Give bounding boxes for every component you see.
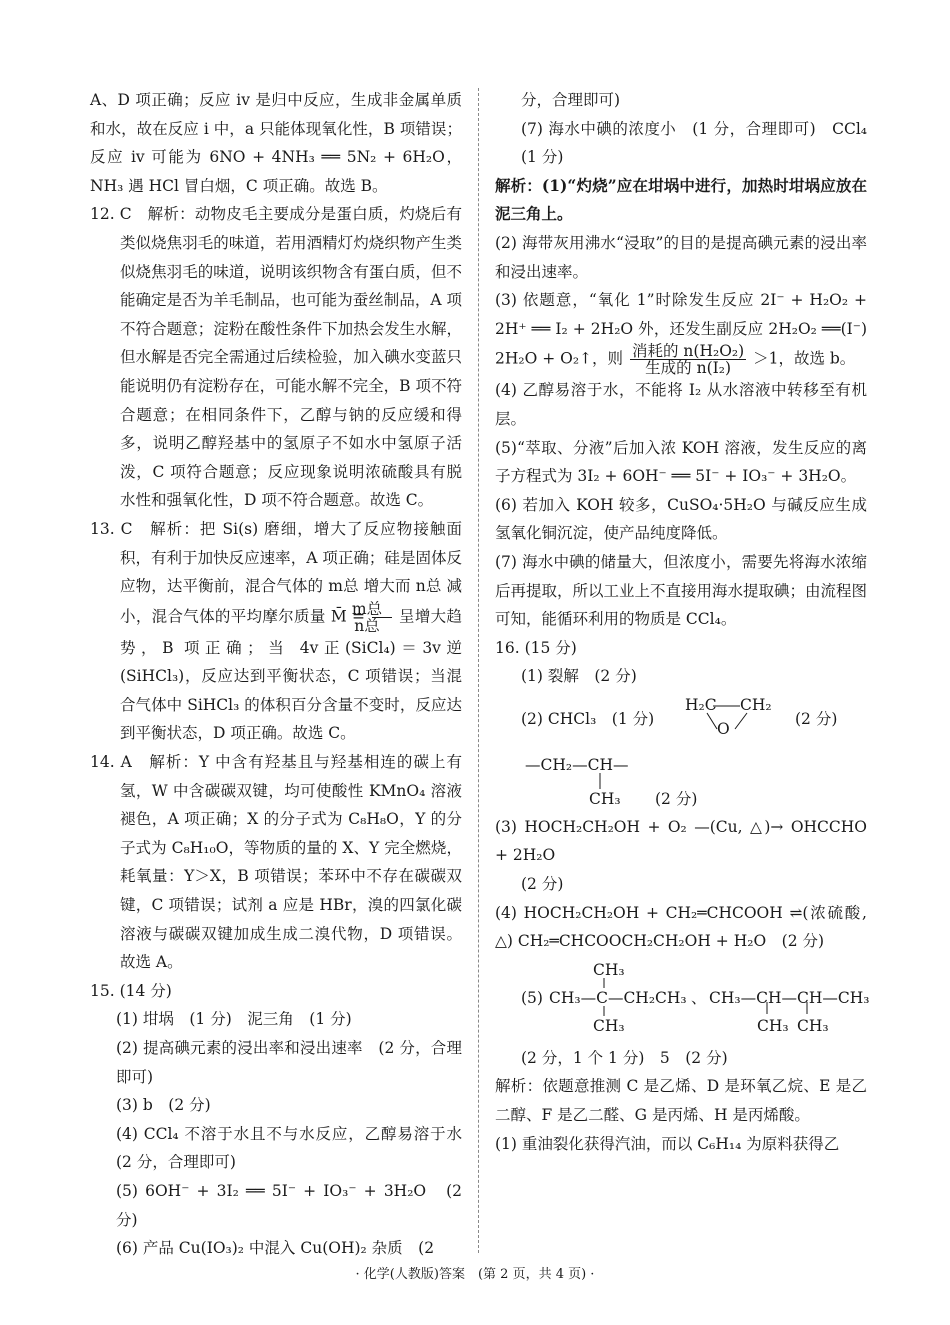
epoxide-oxygen-label: O	[717, 719, 730, 738]
epoxide-ring-bonds	[683, 691, 773, 741]
q15-heading: 15. (14 分)	[90, 981, 172, 1000]
q15-exp3-text-a: (3) 依题意，“氧化 1”时除发生反应 2I⁻ + H₂O₂ + 2H⁺ ══ I₂ + 2H₂O 外，还发生副反应 2H₂O₂ ══(I⁻) 2H₂O + O₂↑，则	[495, 291, 867, 368]
page-footer: · 化学(人教版)答案 (第 2 页，共 4 页) ·	[355, 1267, 595, 1282]
q13-frac-numerator: m总	[372, 601, 392, 618]
q15-explanation-3	[495, 286, 867, 376]
isomer1-top-methyl: CH₃	[593, 960, 625, 979]
q15-explanation-1	[495, 172, 867, 229]
q15-exp3-fraction	[630, 343, 746, 376]
q15-part7: (7) 海水中碘的浓度小 (1 分，合理即可) CCl₄ (1 分)	[521, 119, 883, 167]
q15-part6-continuation: 分，合理即可)	[521, 91, 621, 109]
isomer2-vertical-bonds	[757, 1002, 817, 1016]
q16-part5-label: (5)	[521, 988, 543, 1007]
q12-answer: 12. C 解析：动物皮毛主要成分是蛋白质，灼烧后有类似烧焦羽毛的味道，若用酒精灯灼烧织物产生类似烧焦羽毛的味道，说明该织物含有蛋白质，但不能确定是否为羊毛制品，也可能为蚕丝制品，A 项不符合题意；淀粉在酸性条件下加热会发生水解，但水解是否完全需通过后续检验，加入碘水变蓝只能说明仍有淀粉存在，可能水解不完全，B 项不符合题意；在相同条件下，乙醇与钠的反应缓和得多，说明乙醇羟基中的氢原子不如水中氢原子活泼，C 项符合题意；反应现象说明浓硫酸具有脱水性和强氧化性，D 项不符合题意。故选 C。	[90, 205, 462, 510]
q13-answer	[90, 515, 462, 748]
isomer2-methyl-b: CH₃	[797, 1016, 829, 1035]
isomer-separator: 、	[691, 988, 707, 1007]
q15-part1: (1) 坩埚 (1 分) 泥三角 (1 分)	[116, 1010, 352, 1029]
q11-continuation: A、D 项正确；反应 iv 是归中反应，生成非金属单质和水，故在反应 i 中，a 只能体现氧化性，B 项错误；反应 iv 可能为 6NO + 4NH₃ ══ 5N₂ + 6H₂O，NH₃ 遇 HCl 冒白烟，C 项正确。故选 B。	[90, 91, 462, 195]
q13-text-b: 呈增大趋势，B 项正确；当 4v正(SiCl₄)＝3v逆(SiHCl₃)，反应达到平衡状态，C 项错误；当混合气体中 SiHCl₃ 的体积百分含量不变时，反应达到平衡状态，D 项正确。故选 C。	[120, 607, 462, 743]
epoxide-ch2-label: CH₂	[740, 695, 772, 714]
polymer-chain: —CH₂—CH—	[525, 755, 629, 774]
q15-exp3-text-b: ＞1，故选 b。	[753, 349, 856, 368]
right-column	[495, 86, 883, 1158]
q15-part3: (3) b (2 分)	[116, 1096, 211, 1115]
q15-exp3-numerator: 消耗的 n(H₂O₂)	[632, 342, 745, 361]
q16-explanation-1: (1) 重油裂化获得汽油，而以 C₆H₁₄ 为原料获得乙	[495, 1134, 840, 1153]
q16-heading: 16. (15 分)	[495, 638, 577, 657]
q15-exp3-denominator: 生成的 n(I₂)	[645, 359, 731, 378]
isomer2-main-chain: CH₃—CH—CH—CH₃	[709, 988, 870, 1007]
column-divider	[478, 88, 479, 1253]
q16-part1: (1) 裂解 (2 分)	[521, 667, 637, 686]
polymer-score: (2 分)	[655, 789, 698, 808]
polymer-methyl: CH₃	[589, 789, 621, 808]
q16-part2-text: (2) CHCl₃ (1 分)	[521, 709, 655, 728]
q16-explanation: 解析：依题意推测 C 是乙烯、D 是环氧乙烷、E 是乙二醇、F 是乙二醛、G 是丙烯、H 是丙烯酸。	[495, 1077, 867, 1125]
q15-explanation-7: (7) 海水中碘的储量大，但浓度小，需要先将海水浓缩后再提取，所以工业上不直接用海水提取碘；由流程图可知，能循环利用的物质是 CCl₄。	[495, 552, 868, 629]
q14-answer: 14. A 解析：Y 中含有羟基且与羟基相连的碳上有氢，W 中含碳碳双键，均可使酸性 KMnO₄ 溶液褪色，A 项正确；X 的分子式为 C₈H₈O，Y 的分子式为 C₈H₁₀O，等物质的量的 X、Y 完全燃烧，耗氧量：Y＞X，B 项错误；苯环中不存在碳碳双键，C 项错误；试剂 a 应是 HBr，溴的四氯化碳溶液与碳碳双键加成生成二溴代物，D 项错误。故选 A。	[90, 753, 462, 972]
q13-text-a: 13. C 解析：把 Si(s) 磨细，增大了反应物接触面积，有利于加快反应速率，A 项正确；硅是固体反应物，达平衡前，混合气体的 m总 增大而 n总 减小，混合气体的平均摩尔质量	[90, 519, 462, 626]
q16-part3: (3) HOCH₂CH₂OH + O₂ —(Cu, △)→ OHCCHO + 2H₂O	[495, 817, 867, 865]
left-column	[90, 86, 478, 1263]
q15-part6: (6) 产品 Cu(IO₃)₂ 中混入 Cu(OH)₂ 杂质 (2	[116, 1239, 435, 1258]
q16-part4: (4) HOCH₂CH₂OH + CH₂═CHCOOH ⇌(浓硫酸, △) CH₂═CHCOOCH₂CH₂OH + H₂O (2 分)	[495, 903, 867, 951]
q15-explanation-5: (5)“萃取、分液”后加入浓 KOH 溶液，发生反应的离子方程式为 3I₂ + 6OH⁻ ══ 5I⁻ + IO₃⁻ + 3H₂O。	[495, 438, 867, 486]
q15-part2: (2) 提高碘元素的浸出率和浸出速率 (2 分，合理即可)	[116, 1039, 462, 1086]
q16-part3-score: (2 分)	[521, 875, 564, 894]
q16-part2	[495, 691, 867, 751]
explanation-text: 解析：(1)“灼烧”应在坩埚中进行，加热时坩埚应放在泥三角上。	[495, 175, 867, 224]
q15-part5: (5) 6OH⁻ + 3I₂ ══ 5I⁻ + IO₃⁻ + 3H₂O (2 分)	[116, 1181, 462, 1229]
q15-explanation-2: (2) 海带灰用沸水“浸取”的目的是提高碘元素的浸出率和浸出速率。	[495, 233, 867, 281]
q15-explanation-4: (4) 乙醇易溶于水，不能将 I₂ 从水溶液中转移至有机层。	[495, 381, 867, 428]
isomer1-vertical-bonds	[599, 974, 609, 1030]
epoxide-h2c-label: H₂C	[685, 695, 717, 714]
q16-part2-score: (2 分)	[795, 709, 838, 728]
q16-polymer-unit	[495, 751, 867, 813]
q16-part5	[495, 956, 870, 1044]
q15-part4: (4) CCl₄ 不溶于水且不与水反应，乙醇易溶于水 (2 分，合理即可)	[116, 1124, 478, 1172]
q15-explanation-6: (6) 若加入 KOH 较多，CuSO₄·5H₂O 与碱反应生成氢氧化铜沉淀，使产品纯度降低。	[495, 495, 867, 543]
q13-molar-mass-lhs: M̄ =	[330, 607, 365, 626]
isomer1-bottom-methyl: CH₃	[593, 1016, 625, 1035]
q13-molar-mass-fraction	[351, 599, 392, 635]
q16-part5-score: (2 分，1 个 1 分) 5 (2 分)	[521, 1048, 728, 1067]
isomer1-main-chain: CH₃—C—CH₂CH₃	[549, 988, 687, 1007]
isomer2-methyl-a: CH₃	[757, 1016, 789, 1035]
q13-frac-denominator: n总	[354, 616, 380, 635]
